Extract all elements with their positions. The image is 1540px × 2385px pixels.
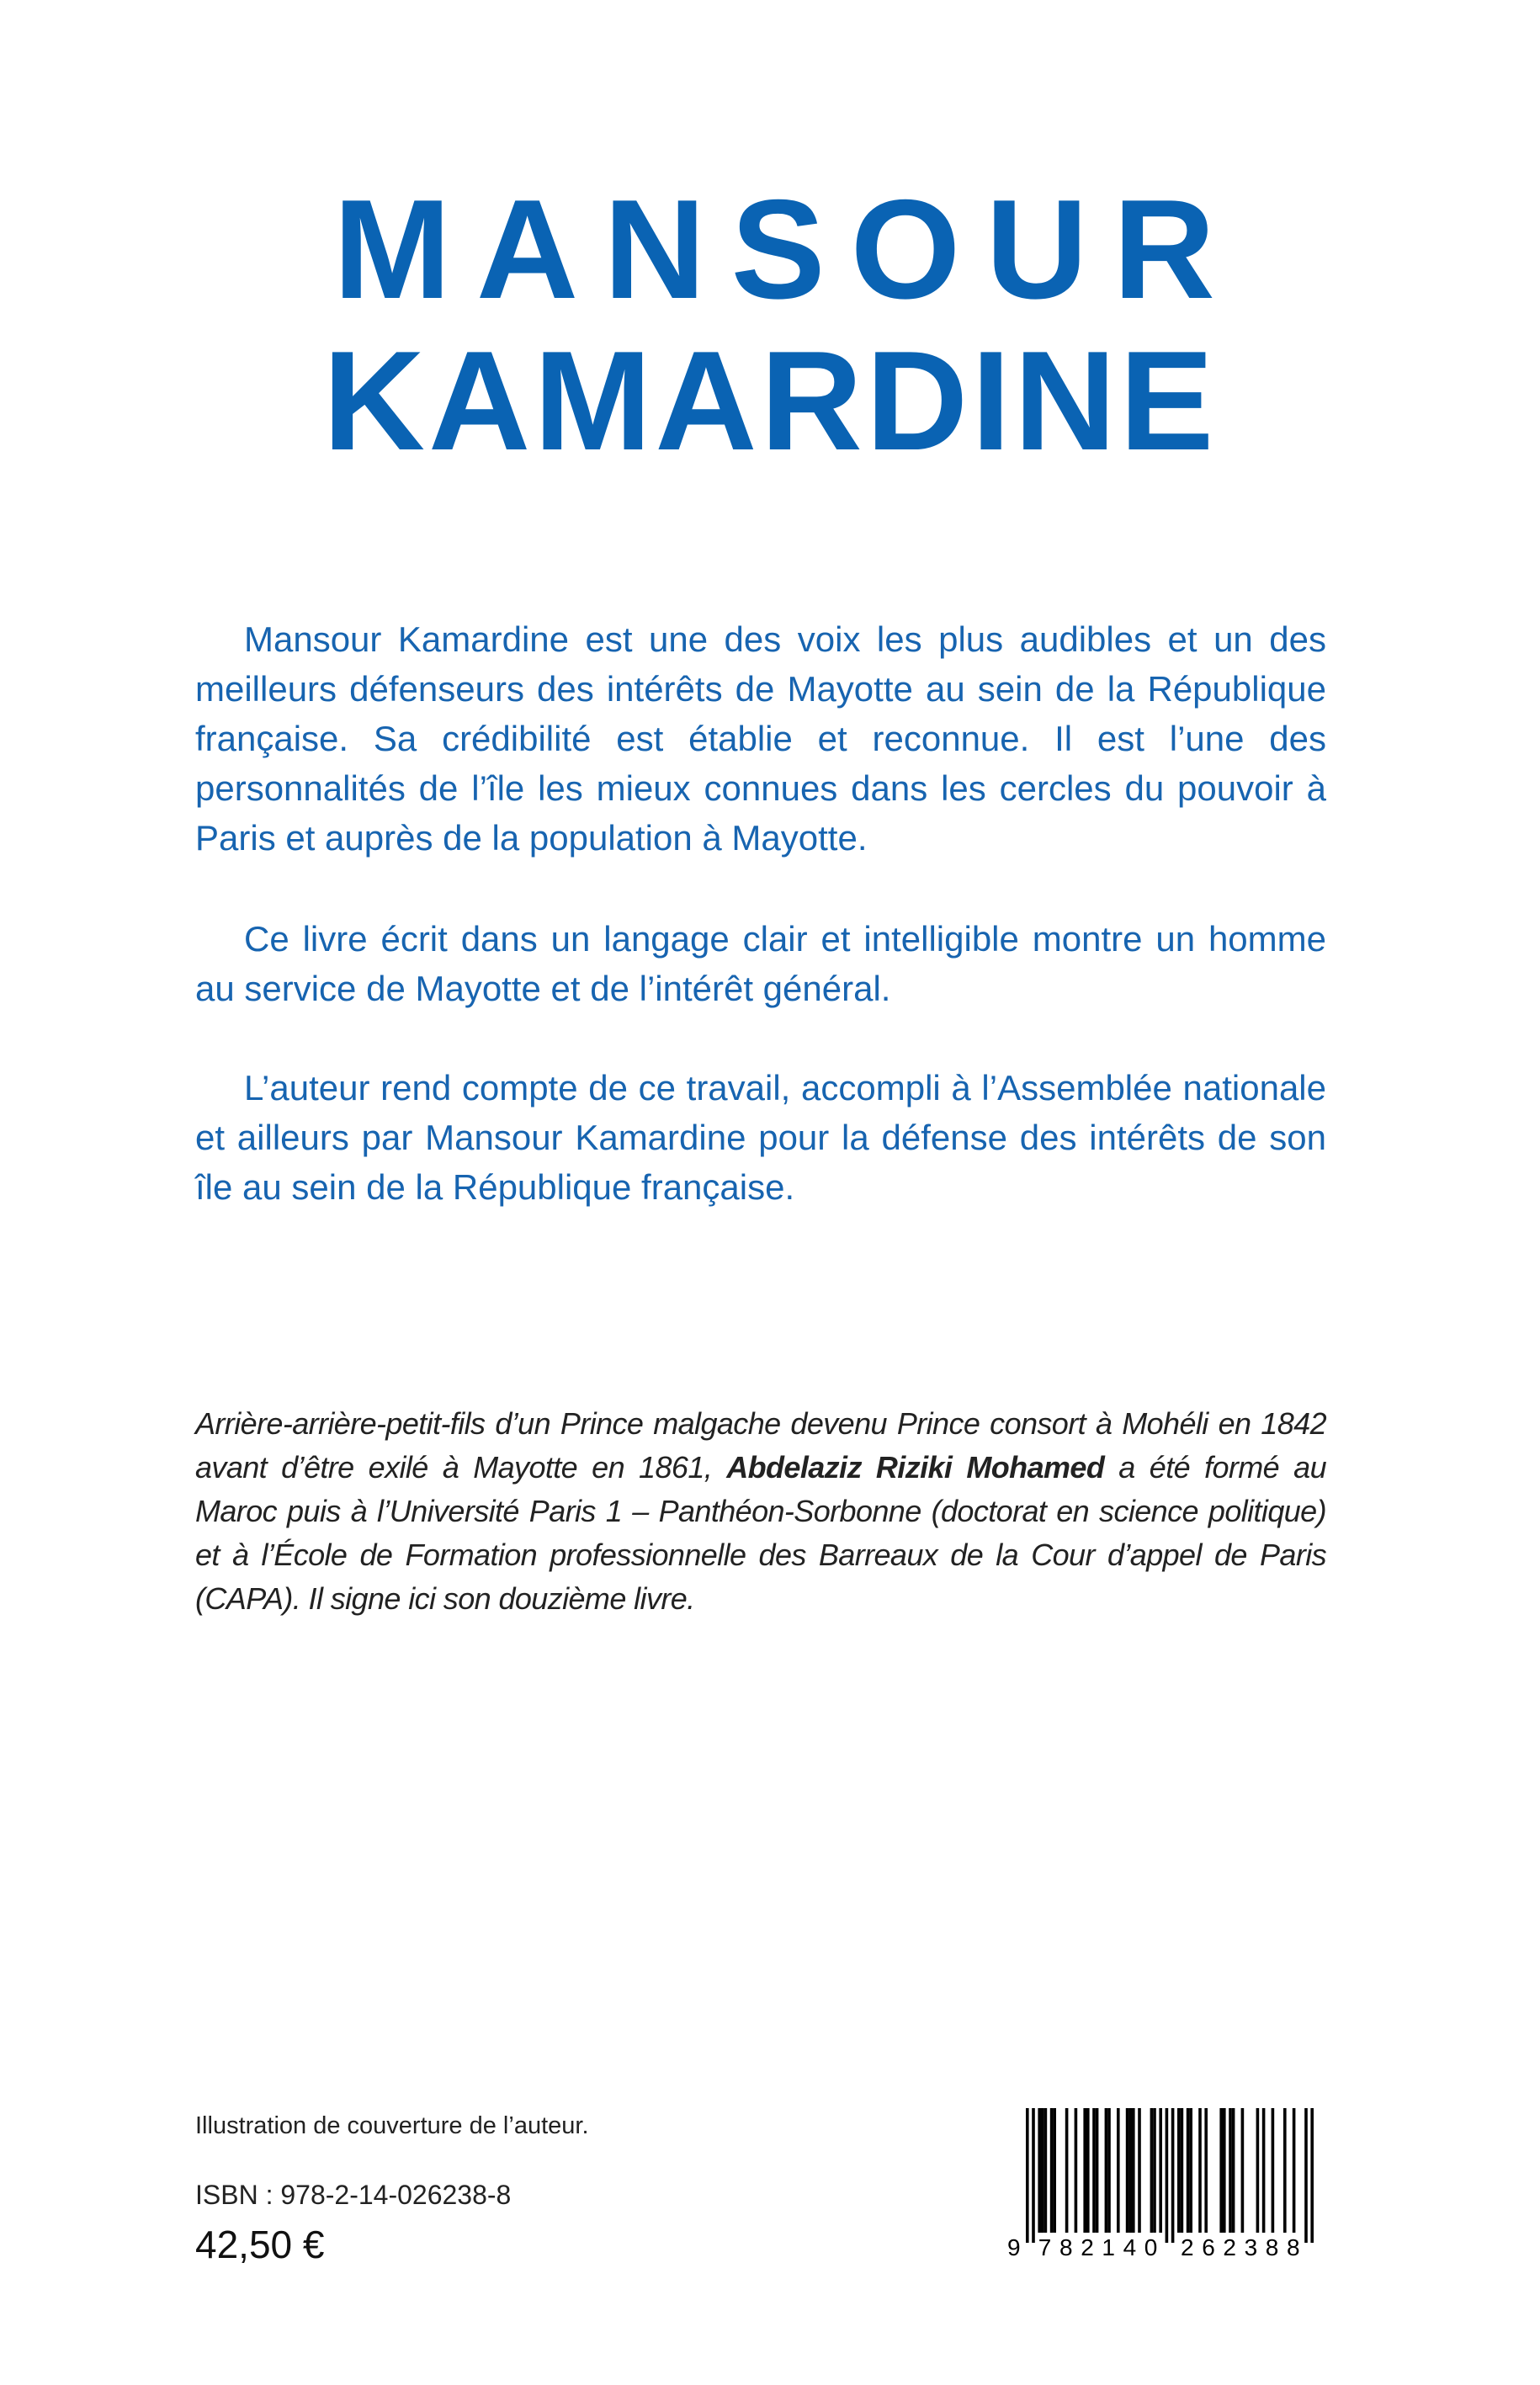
barcode-bar — [1092, 2108, 1096, 2233]
barcode-bar — [1198, 2108, 1202, 2233]
barcode-bar — [1132, 2108, 1135, 2233]
barcode-bar — [1181, 2108, 1184, 2233]
barcode-bar — [1159, 2108, 1162, 2233]
barcode-bar — [1219, 2108, 1223, 2233]
barcode — [1006, 2104, 1334, 2272]
barcode-bar — [1171, 2108, 1175, 2243]
barcode-bar — [1272, 2108, 1275, 2233]
barcode-bar — [1310, 2108, 1314, 2243]
description-paragraph-1 — [195, 614, 1326, 863]
barcode-bar — [1229, 2108, 1232, 2233]
bio-text: a été formé au Maroc puis à l’Université Paris 1 – Panthéon-Sorbonne (doctorat en science politique) et à l’École de Formation professionnelle des Barreaux de la Cour d’appel de Paris (CAPA). Il signe ici son douzième livre. — [195, 1450, 1327, 1616]
barcode-digit: 8 — [1287, 2234, 1300, 2260]
barcode-digit: 4 — [1123, 2234, 1137, 2260]
barcode-bar — [1041, 2108, 1044, 2233]
paragraph-text: L’auteur rend compte de ce travail, accompli à l’Assemblée nationale et ailleurs par Mansour Kamardine pour la défense des intérêts de son île au sein de la République française. — [195, 1068, 1326, 1207]
paragraph-text: Ce livre écrit dans un langage clair et intelligible montre un homme au service de Mayotte et de l’intérêt général. — [195, 919, 1326, 1008]
barcode-bar — [1262, 2108, 1266, 2233]
barcode-digit: 8 — [1265, 2234, 1279, 2260]
barcode-bar — [1189, 2108, 1192, 2233]
isbn: ISBN : 978-2-14-026238-8 — [195, 2180, 512, 2210]
barcode-bar — [1117, 2108, 1120, 2233]
barcode-bar — [1096, 2108, 1099, 2233]
bio-text: Arrière-arrière-petit-fils d’un Prince malgache devenu Prince consort à Mohéli en 1842 avant d’être exilé à Mayotte en 1861, — [195, 1406, 1326, 1485]
barcode-bar — [1256, 2108, 1260, 2233]
description-paragraph-3 — [195, 1063, 1326, 1212]
description-paragraph-2 — [195, 914, 1326, 1013]
barcode-bar — [1053, 2108, 1056, 2233]
barcode-bar — [1044, 2108, 1048, 2233]
barcode-digit: 1 — [1102, 2234, 1115, 2260]
paragraph-text: Mansour Kamardine est une des voix les plus audibles et un des meilleurs défenseurs des intérêts de Mayotte au sein de la République française. Sa crédibilité est établie et reconnue. Il est l’une des personnalités de l’île les mieux connues dans les cercles du pouvoir à Paris et auprès de la population à Mayotte. — [195, 619, 1326, 858]
barcode-digit: 6 — [1202, 2234, 1215, 2260]
barcode-digit: 7 — [1038, 2234, 1052, 2260]
author-name: Abdelaziz Riziki Mohamed — [726, 1450, 1105, 1485]
barcode-digit: 2 — [1181, 2234, 1194, 2260]
barcode-bar — [1038, 2108, 1041, 2233]
barcode-bar — [1026, 2108, 1029, 2243]
barcode-bar — [1086, 2108, 1090, 2233]
barcode-bar — [1065, 2108, 1069, 2233]
barcode-digit: 0 — [1144, 2234, 1158, 2260]
barcode-digit: 9 — [1007, 2234, 1021, 2260]
barcode-bar — [1293, 2108, 1296, 2233]
barcode-bar — [1032, 2108, 1035, 2243]
barcode-bar — [1177, 2108, 1181, 2233]
barcode-digit: 8 — [1059, 2234, 1073, 2260]
barcode-bar — [1126, 2108, 1129, 2233]
author-bio — [195, 1402, 1326, 1621]
barcode-bar — [1304, 2108, 1308, 2243]
barcode-bar — [1223, 2108, 1226, 2233]
barcode-bar — [1187, 2108, 1190, 2233]
barcode-bar — [1083, 2108, 1086, 2233]
barcode-bar — [1075, 2108, 1078, 2233]
barcode-bar — [1241, 2108, 1245, 2233]
barcode-bar — [1232, 2108, 1235, 2233]
barcode-digit: 3 — [1244, 2234, 1258, 2260]
barcode-bar — [1283, 2108, 1287, 2233]
title-line-1: MANSOUR — [333, 170, 1240, 328]
barcode-bar — [1128, 2108, 1132, 2233]
barcode-digit: 2 — [1223, 2234, 1236, 2260]
title-line-2: KAMARDINE — [322, 321, 1218, 480]
barcode-bar — [1153, 2108, 1156, 2233]
barcode-bar — [1105, 2108, 1108, 2233]
barcode-bar — [1204, 2108, 1208, 2233]
barcode-bar — [1050, 2108, 1054, 2233]
barcode-bar — [1138, 2108, 1141, 2233]
barcode-bar — [1107, 2108, 1111, 2233]
barcode-bar — [1150, 2108, 1154, 2233]
illustration-credit: Illustration de couverture de l’auteur. — [195, 2112, 589, 2139]
barcode-bar — [1166, 2108, 1169, 2243]
barcode-digit: 2 — [1081, 2234, 1094, 2260]
price: 42,50 € — [195, 2223, 325, 2266]
